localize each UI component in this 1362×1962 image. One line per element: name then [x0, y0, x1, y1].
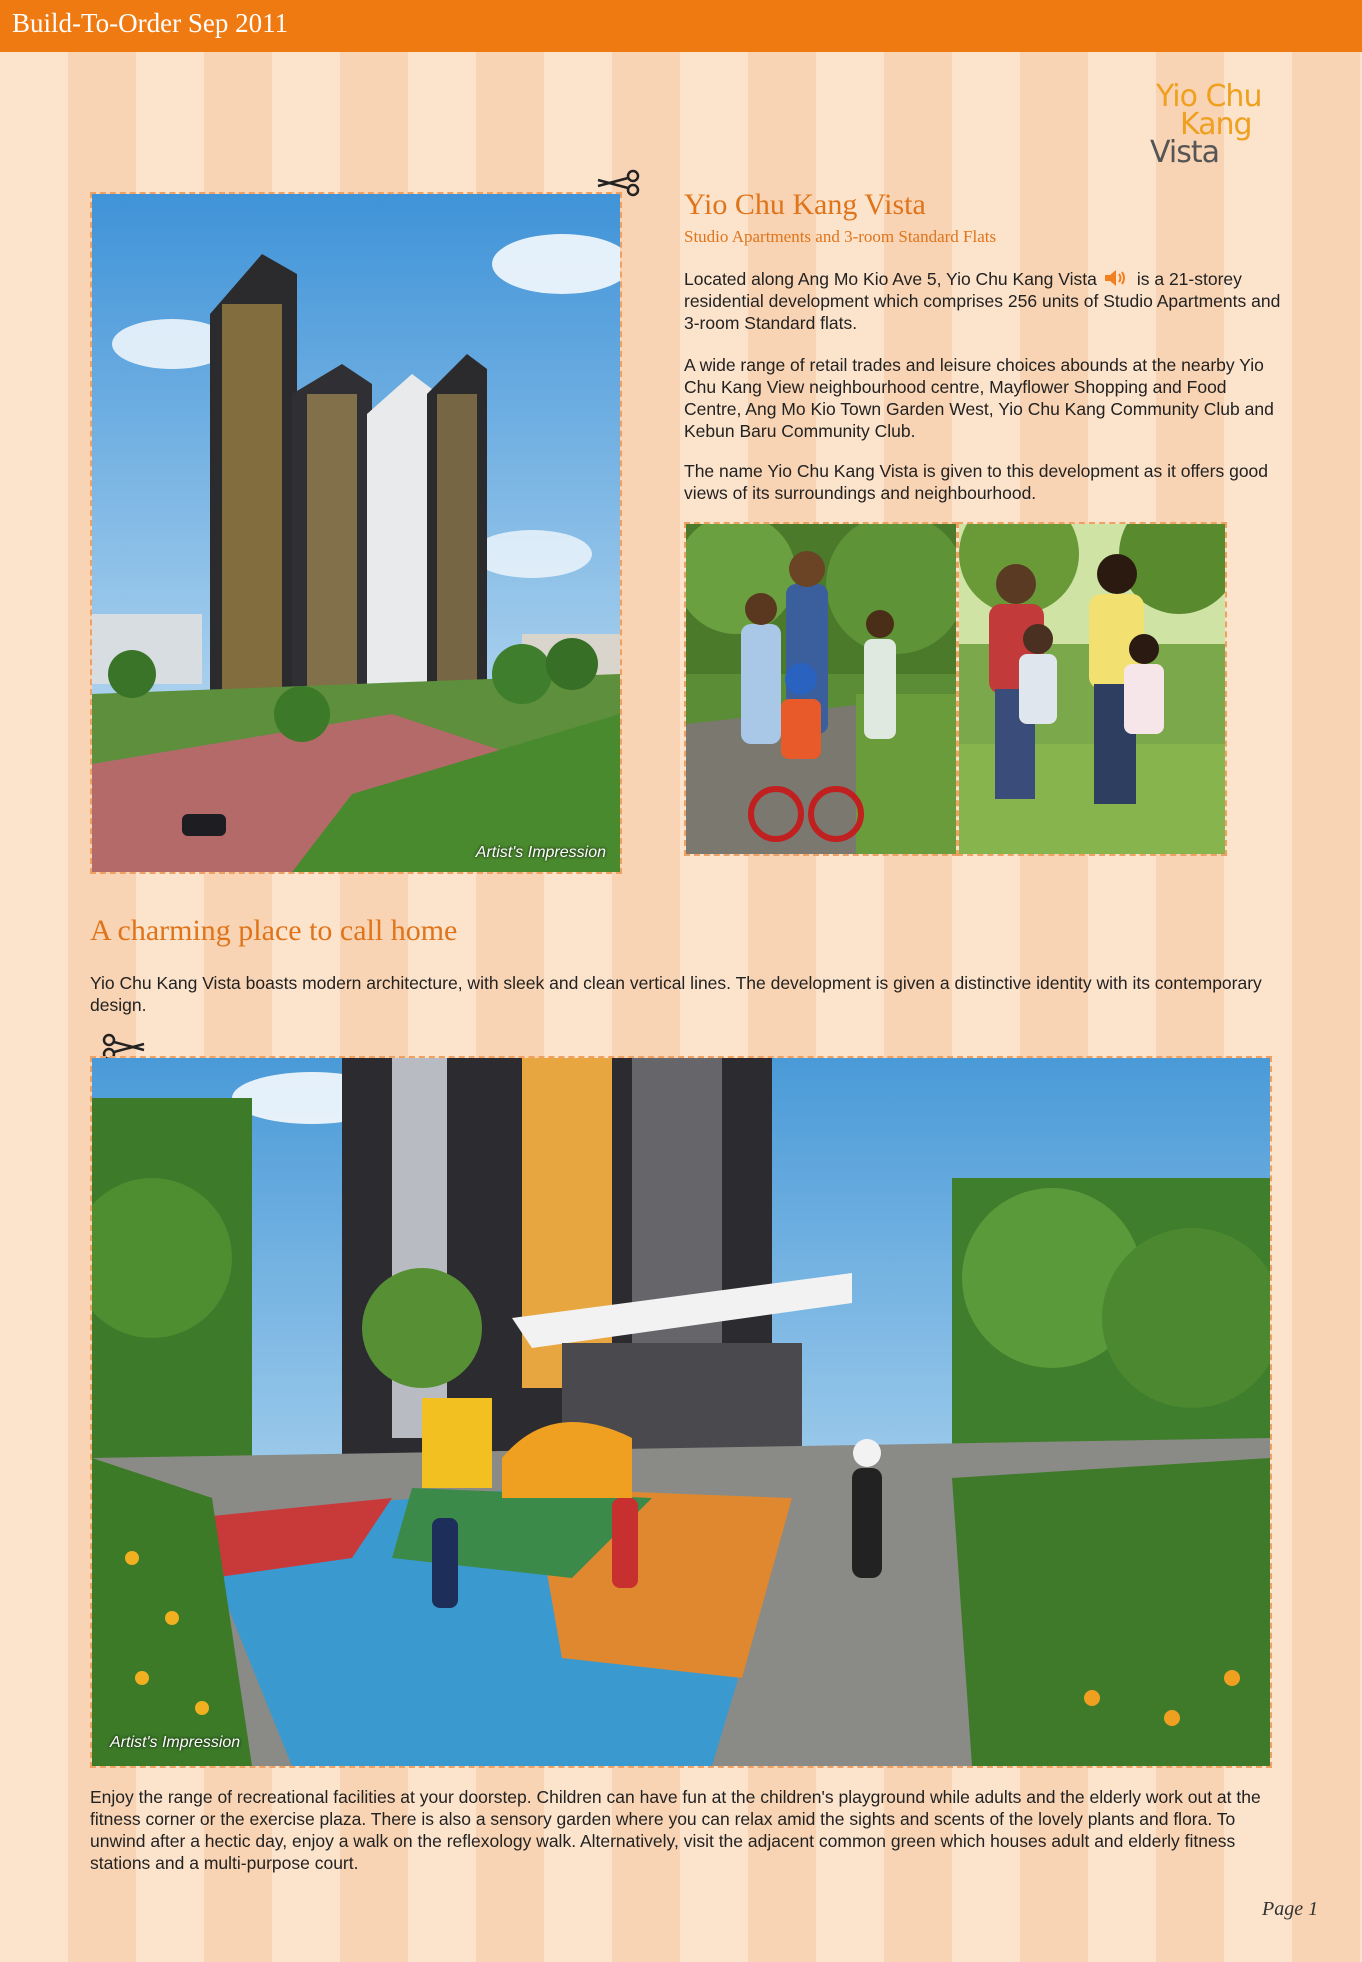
section-paragraph: Yio Chu Kang Vista boasts modern architecture, with sleek and clean vertical lines. The development is given a distinctive identity with its contemporary design.: [90, 973, 1262, 1015]
page-number: Page 1: [1262, 1898, 1319, 1920]
development-subtitle: Studio Apartments and 3-room Standard Flats: [684, 227, 997, 246]
playground-artist-impression-image: [90, 1056, 1272, 1768]
building-artist-impression-image: [90, 192, 622, 874]
intro-paragraph-1-end: is a 21-storey residential development which comprises 256 units of Studio Apartments and 3-room Standard flats.: [684, 269, 1281, 333]
image-caption: Artist's Impression: [475, 844, 606, 861]
facilities-paragraph: Enjoy the range of recreational facilities at your doorstep. Children can have fun at the children's playground while adults and the elderly work out at the fitness corner or the exercise plaza. There is also a sensory garden where you can relax amid the sights and scents of the lovely plants and flora. To unwind after a hectic day, enjoy a walk on the reflexology walk. Alternatively, visit the adjacent common green which houses adult and elderly fitness stations and a multi-purpose court.: [90, 1787, 1261, 1873]
intro-paragraph-1-start: Located along Ang Mo Kio Ave 5, Yio Chu Kang Vista: [684, 269, 1097, 289]
header-title: Build-To-Order Sep 2011: [12, 8, 289, 38]
family-running-photo: [957, 522, 1227, 856]
intro-paragraph-1: [684, 268, 1284, 334]
logo-line-1: Yio Chu: [1156, 79, 1262, 114]
development-title: Yio Chu Kang Vista: [684, 188, 926, 221]
speaker-icon[interactable]: [1103, 269, 1131, 287]
logo-line-3: Vista: [1150, 135, 1219, 170]
header-bar: [0, 0, 1362, 52]
section-title: A charming place to call home: [90, 914, 458, 947]
yio-chu-kang-vista-logo: [1150, 80, 1280, 172]
image-caption: Artist's Impression: [110, 1734, 241, 1751]
logo-line-2: Kang: [1180, 107, 1252, 142]
family-cycling-photo: [684, 522, 958, 856]
intro-paragraph-2: A wide range of retail trades and leisure choices abounds at the nearby Yio Chu Kang View neighbourhood centre, Mayflower Shopping and Food Centre, Ang Mo Kio Town Garden West, Yio Chu Kang Community Club and Kebun Baru Community Club.: [684, 355, 1274, 441]
intro-paragraph-3: The name Yio Chu Kang Vista is given to this development as it offers good views of its surroundings and neighbourhood.: [684, 461, 1269, 503]
